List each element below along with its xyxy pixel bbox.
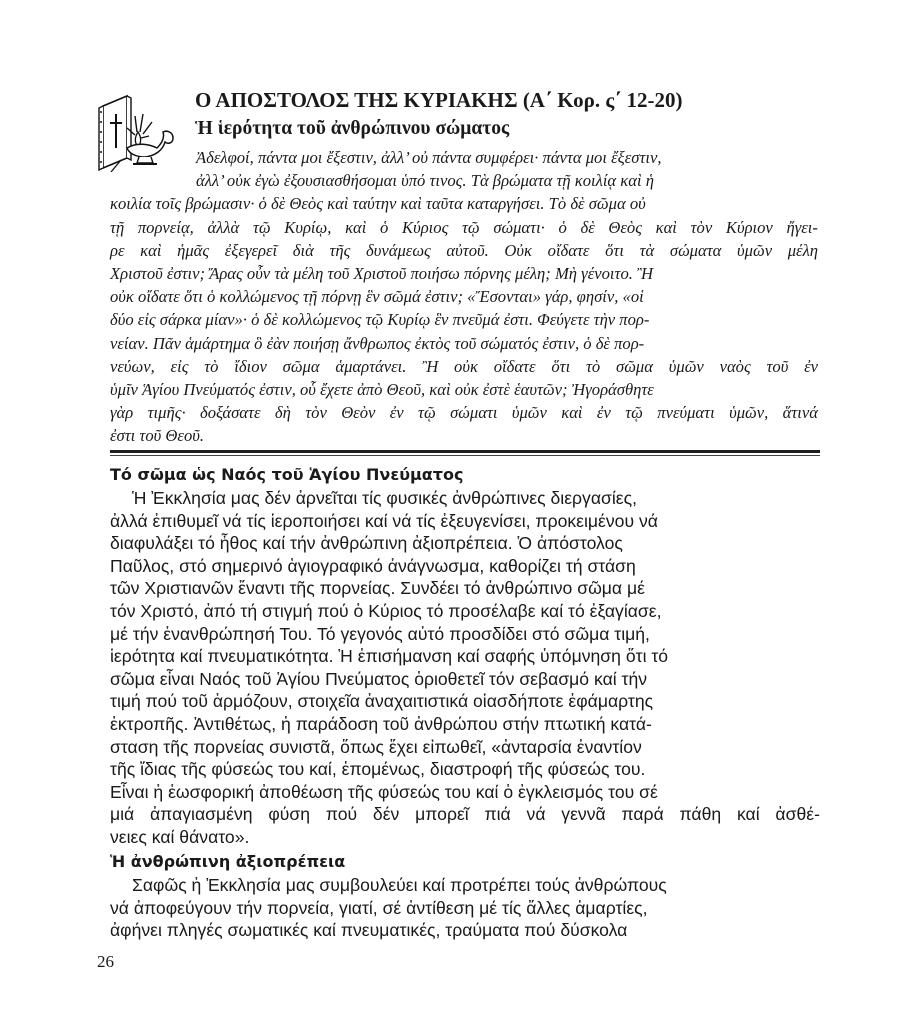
body-line: μιά ἀπαγιασμένη φύση πού δέν μπορεῖ πιά νά γεννᾶ παρά πάθη καί ἀσθέ-	[110, 804, 820, 825]
section-divider	[110, 450, 820, 453]
body-line: μέ τήν ἐνανθρώπησή Του. Τό γεγονός αὐτό προσδίδει στό σῶμα τιμή,	[110, 623, 650, 644]
reading-line: Χριστοῦ ἐστιν; Ἄρας οὖν τὰ μέλη τοῦ Χριστοῦ ποιήσω πόρνης μέλη; Μὴ γένοιτο. Ἢ	[110, 263, 654, 283]
reading-line: ἀλλ’ οὐκ ἐγὼ ἐξουσιασθήσομαι ὑπό τινος. Τὰ βρώματα τῇ κοιλίᾳ καὶ ἡ	[196, 171, 654, 191]
body-line: τῆς ἴδιας τῆς φύσεώς του καί, ἑπομένως, διαστροφή τῆς φύσεώς του.	[110, 759, 646, 780]
reading-line: ὑμῖν Ἁγίου Πνεύματός ἐστιν, οὗ ἔχετε ἀπὸ Θεοῦ, καὶ οὐκ ἐστὲ ἑαυτῶν; Ἠγοράσθητε	[110, 379, 654, 399]
reading-line: κοιλία τοῖς βρώμασιν· ὁ δὲ Θεὸς καὶ ταύτην καὶ ταῦτα καταργήσει. Τὸ δὲ σῶμα οὐ	[110, 194, 646, 214]
page-subtitle: Ἡ ἱερότητα τοῦ ἀνθρώπινου σώματος	[195, 118, 510, 139]
reading-line: γὰρ τιμῆς· δοξάσατε δὴ τὸν Θεὸν ἐν τῷ σώματι ὑμῶν καὶ ἐν τῷ πνεύματι ὑμῶν, ἅτινά	[110, 403, 818, 423]
reading-line: νείαν. Πᾶν ἁμάρτημα ὃ ἐὰν ποιήσῃ ἄνθρωπος ἐκτὸς τοῦ σώματός ἐστιν, ὁ δὲ πορ-	[110, 333, 645, 353]
reading-line: οὐκ οἴδατε ὅτι ὁ κολλώμενος τῇ πόρνῃ ἓν σῶμά ἐστιν; «Ἔσονται» γάρ, φησίν, «οἱ	[110, 287, 644, 307]
body-line: σῶμα εἶναι Ναός τοῦ Ἁγίου Πνεύματος ὁριοθετεῖ τόν σεβασμό καί τήν	[110, 668, 648, 689]
section-heading: Τό σῶμα ὡς Ναός τοῦ Ἁγίου Πνεύματος	[110, 465, 464, 484]
body-line: ἀλλά ἐπιθυμεῖ νά τίς ἱεροποιήσει καί νά τίς ἐξευγενίσει, προκειμένου νά	[110, 510, 658, 531]
reading-line: τῇ πορνείᾳ, ἀλλὰ τῷ Κυρίῳ, καὶ ὁ Κύριος τῷ σώματι· ὁ δὲ Θεὸς καὶ τὸν Κύριον ἤγει-	[110, 217, 818, 237]
body-line: ἀφήνει πληγές σωματικές καί πνευματικές, τραύματα πού δύσκολα	[110, 920, 628, 941]
reading-line: Ἀδελφοί, πάντα μοι ἔξεστιν, ἀλλ’ οὐ πάντα συμφέρει· πάντα μοι ἔξεστιν,	[196, 148, 662, 167]
page-number: 26	[97, 952, 114, 971]
reading-line: ρε καὶ ἡμᾶς ἐξεγερεῖ διὰ τῆς δυνάμεως αὐτοῦ. Οὐκ οἴδατε ὅτι τὰ σώματα ὑμῶν μέλη	[110, 240, 819, 260]
body-line: τόν Χριστό, ἀπό τή στιγμή πού ὁ Κύριος τό προσέλαβε καί τό ἐξαγίασε,	[110, 600, 662, 621]
section-body	[110, 874, 820, 942]
body-line: τῶν Χριστιανῶν ἔναντι τῆς πορνείας. Συνδέει τό ἀνθρώπινο σῶμα μέ	[110, 578, 645, 599]
epistle-reading	[110, 146, 818, 447]
body-line: ἱερότητα καί πνευματικότητα. Ἡ ἐπισήμανση καί σαφής ὑπόμνηση ὅτι τό	[110, 646, 669, 667]
body-line: τιμή πού τοῦ ἁρμόζουν, στοιχεῖα ἀναχαιτιστικά οἱασδήποτε ἐφάμαρτης	[110, 691, 654, 712]
body-line: νειες καί θάνατο».	[110, 826, 250, 847]
body-line: νά ἀποφεύγουν τήν πορνεία, γιατί, σέ ἀντίθεση μέ τίς ἄλλες ἁμαρτίες,	[110, 897, 648, 918]
body-line: Σαφῶς ἡ Ἐκκλησία μας συμβουλεύει καί προτρέπει τούς ἀνθρώπους	[132, 875, 667, 895]
body-line: σταση τῆς πορνείας συνιστᾶ, ὅπως ἔχει εἰπωθεῖ, «ἀνταρσία ἐναντίον	[110, 736, 642, 757]
body-line: Εἶναι ἡ ἑωσφορική ἀποθέωση τῆς φύσεώς του καί ὁ ἐγκλεισμός του σέ	[110, 781, 658, 802]
reading-line: νεύων, εἰς τὸ ἴδιον σῶμα ἁμαρτάνει. Ἢ οὐκ οἴδατε ὅτι τὸ σῶμα ὑμῶν ναὸς τοῦ ἐν	[110, 356, 819, 376]
section-body	[110, 487, 820, 849]
body-line: Παῦλος, στό σημερινό ἁγιογραφικό ἀνάγνωσμα, καθορίζει τή στάση	[110, 555, 636, 576]
page-title: Ο ΑΠΟΣΤΟΛΟΣ ΤΗΣ ΚΥΡΙΑΚΗΣ (Α΄ Κορ. ς΄ 12-20)	[195, 88, 683, 112]
reading-line: δύο εἰς σάρκα μίαν»· ὁ δὲ κολλώμενος τῷ Κυρίῳ ἓν πνεῦμά ἐστι. Φεύγετε τὴν πορ-	[110, 310, 650, 330]
section-divider-thin	[110, 455, 820, 456]
reading-line: ἐστι τοῦ Θεοῦ.	[110, 426, 205, 446]
body-line: ἐκτροπῆς. Ἀντιθέτως, ἡ παράδοση τοῦ ἀνθρώπου στήν πτωτική κατά-	[110, 713, 652, 734]
body-line: Ἡ Ἐκκλησία μας δέν ἀρνεῖται τίς φυσικές ἀνθρώπινες διεργασίες,	[132, 488, 637, 508]
body-line: διαφυλάξει τό ἦθος καί τήν ἀνθρώπινη ἀξιοπρέπεια. Ὁ ἀπόστολος	[110, 533, 623, 554]
section-heading: Ἡ ἀνθρώπινη ἀξιοπρέπεια	[110, 852, 346, 871]
